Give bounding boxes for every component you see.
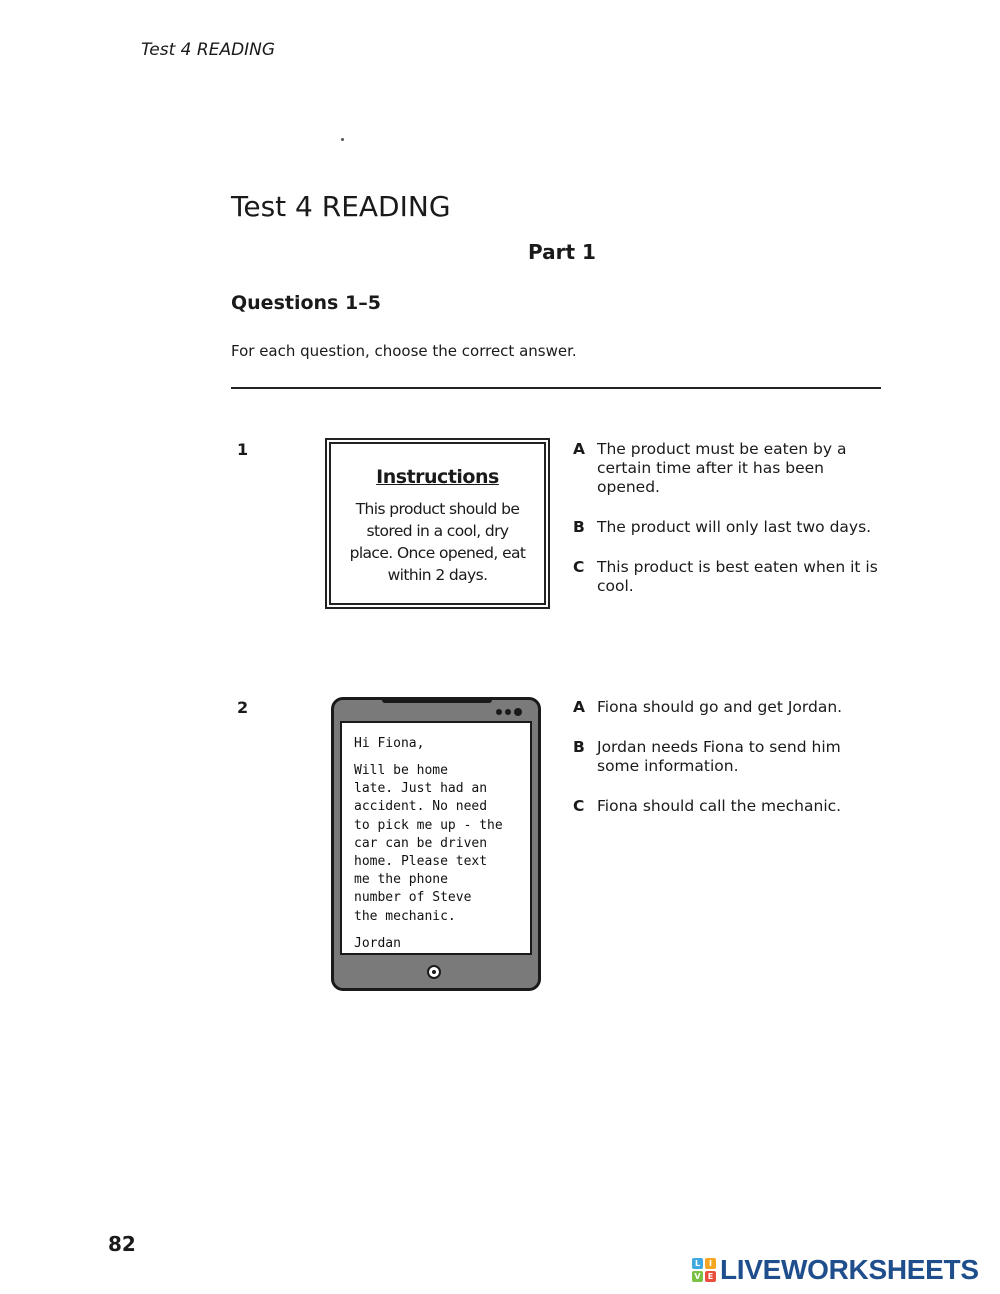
message-signature: Jordan: [354, 935, 401, 951]
option-letter: C: [573, 558, 585, 576]
tablet-camera-dots: [496, 709, 522, 716]
option-letter: A: [573, 440, 585, 458]
question-2-options: [573, 698, 883, 837]
option-text: This product is best eaten when it is cool.: [597, 558, 878, 595]
option-text: Fiona should call the mechanic.: [597, 797, 842, 815]
option-letter: B: [573, 738, 585, 756]
tablet-top-bar: [382, 697, 492, 703]
brand-text: LIVEWORKSHEETS: [720, 1254, 979, 1285]
option-text: The product must be eaten by a certain time after it has been opened.: [597, 440, 847, 496]
divider-rule: [231, 387, 881, 389]
option-letter: B: [573, 518, 585, 536]
mark-letter: E: [705, 1271, 716, 1282]
notice-inner-frame: [329, 442, 546, 605]
option-1a[interactable]: [573, 440, 883, 497]
question-number-2: 2: [237, 698, 249, 717]
option-text: Jordan needs Fiona to send him some information.: [597, 738, 841, 775]
notice-title: Instructions: [376, 466, 499, 488]
question-number-1: 1: [237, 440, 249, 459]
option-letter: C: [573, 797, 585, 815]
message-greeting: Hi Fiona,: [354, 736, 425, 751]
product-notice: [325, 438, 550, 609]
option-text: The product will only last two days.: [597, 518, 872, 536]
option-1b[interactable]: [573, 518, 883, 537]
option-1c[interactable]: [573, 558, 883, 596]
option-letter: A: [573, 698, 585, 716]
tablet-screen: [340, 721, 532, 955]
notice-body: This product should be stored in a cool, dry place. Once opened, eat within 2 days.: [349, 500, 526, 584]
mark-letter: L: [692, 1258, 703, 1269]
message-body: Will be home late. Just had an accident. No need to pick me up - the car can be driven home. Please text me the phone number of Steve the mechanic.: [354, 763, 503, 924]
liveworksheets-logo: [692, 1254, 979, 1286]
running-header: Test 4 READING: [141, 40, 276, 60]
option-2a[interactable]: [573, 698, 883, 717]
question-1-options: [573, 440, 883, 617]
tablet-device: [331, 697, 541, 991]
page-title: Test 4 READING: [231, 190, 451, 223]
part-title: Part 1: [528, 240, 596, 264]
stray-mark: [341, 138, 344, 141]
mark-letter: V: [692, 1271, 703, 1282]
page-number: 82: [108, 1232, 136, 1256]
liveworksheets-mark-icon: [692, 1258, 716, 1282]
instruction-text: For each question, choose the correct answer.: [231, 342, 577, 360]
option-2c[interactable]: [573, 797, 883, 816]
option-2b[interactable]: [573, 738, 883, 776]
option-text: Fiona should go and get Jordan.: [597, 698, 843, 716]
home-button-icon: [427, 965, 441, 979]
mark-letter: I: [705, 1258, 716, 1269]
questions-heading: Questions 1–5: [231, 292, 381, 314]
